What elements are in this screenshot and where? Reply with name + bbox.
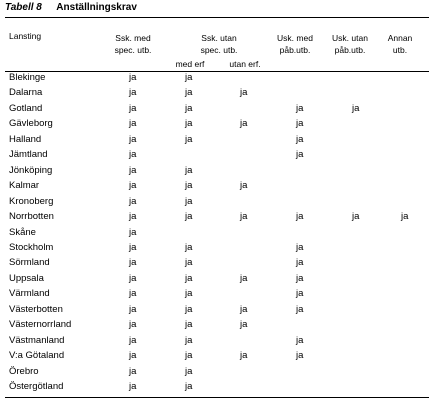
cell-ssk-med-spec: ja xyxy=(129,334,137,346)
cell-lansting: Sörmland xyxy=(9,257,50,269)
table-row xyxy=(0,147,433,162)
cell-ssk-med-spec: ja xyxy=(129,381,137,392)
cell-lansting: Halland xyxy=(9,133,42,145)
cell-ssk-med-spec: ja xyxy=(129,272,137,284)
cell-ssk-med-spec: ja xyxy=(129,226,137,238)
cell-ssk-med-spec: ja xyxy=(129,180,137,192)
cell-lansting: Dalarna xyxy=(9,87,43,99)
table-row xyxy=(0,302,433,317)
cell-ssk-utan-utan-erf: ja xyxy=(240,319,248,331)
table-row xyxy=(0,348,433,363)
cell-lansting: Västmanland xyxy=(9,334,65,346)
table-row xyxy=(0,85,433,100)
table-row xyxy=(0,317,433,332)
cell-annan-utb: ja xyxy=(401,211,409,223)
cell-ssk-utan-med-erf: ja xyxy=(185,87,193,99)
cell-lansting: Västernorrland xyxy=(9,319,72,331)
header-usk-med-line1: Usk. med xyxy=(277,33,313,43)
table-row xyxy=(0,178,433,193)
cell-usk-med-pab: ja xyxy=(296,149,304,161)
cell-ssk-utan-utan-erf: ja xyxy=(240,350,248,362)
cell-ssk-utan-med-erf: ja xyxy=(185,257,193,269)
cell-ssk-utan-med-erf: ja xyxy=(185,72,193,83)
cell-usk-med-pab: ja xyxy=(296,350,304,362)
cell-ssk-utan-med-erf: ja xyxy=(185,319,193,331)
cell-lansting: V:a Götaland xyxy=(9,350,65,362)
cell-ssk-utan-med-erf: ja xyxy=(185,241,193,253)
cell-usk-med-pab: ja xyxy=(296,102,304,114)
cell-ssk-utan-med-erf: ja xyxy=(185,350,193,362)
cell-ssk-med-spec: ja xyxy=(129,241,137,253)
cell-usk-med-pab: ja xyxy=(296,303,304,315)
header-usk-utan-line1: Usk. utan xyxy=(332,33,368,43)
header-ssk-utan-spec-line2: spec. utb. xyxy=(200,45,238,55)
table-row xyxy=(0,240,433,255)
cell-lansting: Värmland xyxy=(9,288,50,300)
cell-ssk-utan-utan-erf: ja xyxy=(240,272,248,284)
table-row xyxy=(0,225,433,240)
header-usk-med-line2: påb.utb. xyxy=(279,45,311,55)
table-row xyxy=(0,132,433,147)
cell-usk-utan-pab: ja xyxy=(352,102,360,114)
cell-ssk-utan-med-erf: ja xyxy=(185,102,193,114)
cell-ssk-utan-med-erf: ja xyxy=(185,381,193,392)
cell-ssk-med-spec: ja xyxy=(129,350,137,362)
cell-usk-med-pab: ja xyxy=(296,133,304,145)
cell-lansting: Västerbotten xyxy=(9,303,63,315)
cell-ssk-med-spec: ja xyxy=(129,195,137,207)
cell-ssk-utan-med-erf: ja xyxy=(185,118,193,130)
cell-ssk-utan-utan-erf: ja xyxy=(240,180,248,192)
cell-ssk-utan-utan-erf: ja xyxy=(240,211,248,223)
cell-lansting: Jämtland xyxy=(9,149,48,161)
table-row xyxy=(0,116,433,131)
cell-lansting: Blekinge xyxy=(9,72,46,83)
header-ssk-med-spec-line1: Ssk. med xyxy=(115,33,151,43)
cell-lansting: Skåne xyxy=(9,226,36,238)
cell-lansting: Östergötland xyxy=(9,381,64,392)
table-row xyxy=(0,333,433,348)
cell-ssk-utan-med-erf: ja xyxy=(185,180,193,192)
cell-lansting: Kronoberg xyxy=(9,195,54,207)
cell-ssk-utan-med-erf: ja xyxy=(185,133,193,145)
cell-ssk-med-spec: ja xyxy=(129,118,137,130)
table-caption xyxy=(5,2,429,18)
cell-usk-utan-pab: ja xyxy=(352,211,360,223)
header-ssk-utan-spec-line1: Ssk. utan xyxy=(201,33,237,43)
cell-ssk-utan-utan-erf: ja xyxy=(240,118,248,130)
cell-ssk-utan-med-erf: ja xyxy=(185,365,193,377)
table-row xyxy=(0,364,433,379)
cell-ssk-med-spec: ja xyxy=(129,365,137,377)
table-row xyxy=(0,70,433,85)
cell-ssk-utan-med-erf: ja xyxy=(185,195,193,207)
cell-lansting: Gävleborg xyxy=(9,118,53,130)
table-bottom-rule xyxy=(5,397,429,398)
header-ssk-med-spec-line2: spec. utb. xyxy=(114,45,152,55)
cell-ssk-med-spec: ja xyxy=(129,211,137,223)
cell-ssk-med-spec: ja xyxy=(129,133,137,145)
cell-ssk-utan-med-erf: ja xyxy=(185,334,193,346)
cell-ssk-med-spec: ja xyxy=(129,303,137,315)
header-annan-line1: Annan xyxy=(387,33,413,43)
table-row xyxy=(0,255,433,270)
cell-lansting: Norrbotten xyxy=(9,211,54,223)
table-title: Anställningskrav xyxy=(56,2,137,13)
cell-usk-med-pab: ja xyxy=(296,288,304,300)
cell-ssk-med-spec: ja xyxy=(129,72,137,83)
cell-ssk-med-spec: ja xyxy=(129,257,137,269)
cell-ssk-med-spec: ja xyxy=(129,87,137,99)
cell-ssk-utan-med-erf: ja xyxy=(185,211,193,223)
cell-usk-med-pab: ja xyxy=(296,211,304,223)
cell-ssk-med-spec: ja xyxy=(129,319,137,331)
table-row xyxy=(0,379,433,394)
cell-usk-med-pab: ja xyxy=(296,118,304,130)
table-row xyxy=(0,101,433,116)
cell-ssk-med-spec: ja xyxy=(129,288,137,300)
cell-lansting: Uppsala xyxy=(9,272,44,284)
cell-lansting: Gotland xyxy=(9,102,43,114)
cell-usk-med-pab: ja xyxy=(296,334,304,346)
cell-lansting: Örebro xyxy=(9,365,39,377)
cell-ssk-utan-med-erf: ja xyxy=(185,164,193,176)
cell-usk-med-pab: ja xyxy=(296,257,304,269)
table-row xyxy=(0,209,433,224)
cell-ssk-utan-med-erf: ja xyxy=(185,272,193,284)
cell-ssk-med-spec: ja xyxy=(129,102,137,114)
cell-usk-med-pab: ja xyxy=(296,241,304,253)
header-med-erf: med erf xyxy=(175,59,205,69)
header-lansting: Lansting xyxy=(9,31,42,41)
cell-usk-med-pab: ja xyxy=(296,272,304,284)
cell-ssk-utan-med-erf: ja xyxy=(185,303,193,315)
cell-ssk-utan-utan-erf: ja xyxy=(240,303,248,315)
header-utan-erf: utan erf. xyxy=(229,59,261,69)
header-usk-utan-line2: påb.utb. xyxy=(334,45,366,55)
table-row xyxy=(0,286,433,301)
cell-lansting: Kalmar xyxy=(9,180,40,192)
cell-ssk-utan-utan-erf: ja xyxy=(240,87,248,99)
table-number: Tabell 8 xyxy=(5,2,42,13)
cell-ssk-med-spec: ja xyxy=(129,149,137,161)
table-row xyxy=(0,194,433,209)
cell-lansting: Stockholm xyxy=(9,241,54,253)
cell-ssk-med-spec: ja xyxy=(129,164,137,176)
table-row xyxy=(0,163,433,178)
header-annan-line2: utb. xyxy=(392,45,408,55)
table-row xyxy=(0,271,433,286)
cell-ssk-utan-med-erf: ja xyxy=(185,288,193,300)
cell-lansting: Jönköping xyxy=(9,164,53,176)
